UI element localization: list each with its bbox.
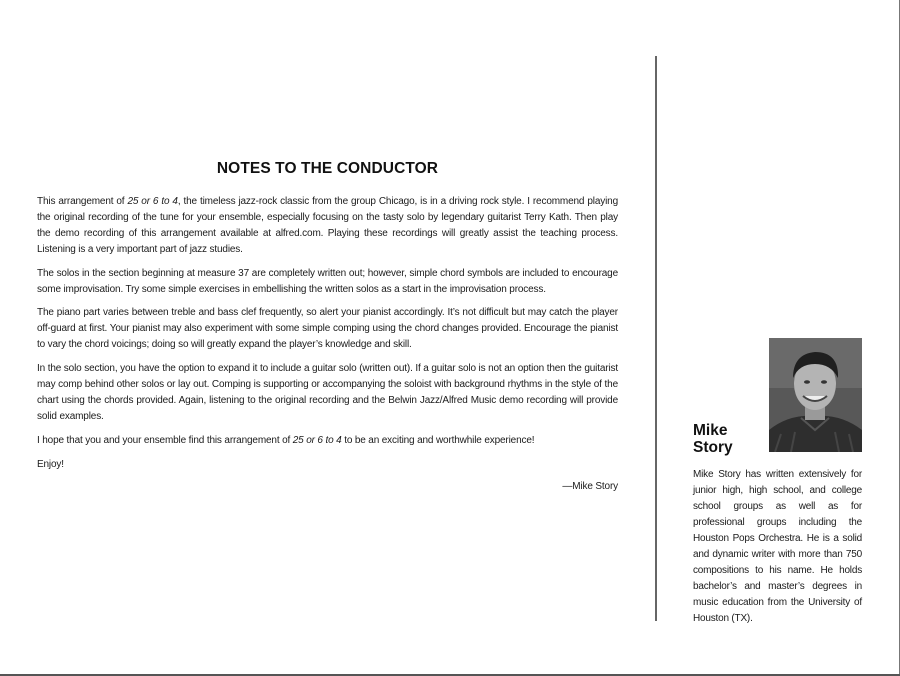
author-first-name: Mike	[693, 422, 728, 439]
notes-paragraph-enjoy: Enjoy!	[37, 458, 64, 470]
p1-text-b: , the timeless jazz-rock classic from the group Chicago, is in a driving rock style. I recommend playing the original recording of the tune for your ensemble, especially focusing on the tasty solo by legendary guitarist Terry Kath. Then play the demo recording of this arrangement available at alfred.com. Playing these recordings will greatly assist the teaching process. Listening is a very important part of jazz studies.	[37, 196, 618, 255]
notes-paragraph-4: In the solo section, you have the option to expand it to include a guitar solo (written out). If a guitar solo is not an option then the guitarist may comp behind other solos or lay out. Comping is supporting or accompanying the soloist with background rhythms in the style of the chart using the chords provided. Again, listening to the original recording and the Belwin Jazz/Alfred Music demo recording will provide solid examples.	[37, 363, 618, 422]
notes-paragraph-3: The piano part varies between treble and bass clef frequently, so alert your pianist accordingly. It’s not difficult but may catch the player off-guard at first. Your pianist may also experiment with some simple comping using the chord changes provided. Encourage the pianist to vary the chord voicings; doing so will greatly expand the player’s knowledge and skill.	[37, 307, 618, 351]
p5-text-b: to be an exciting and worthwhile experience!	[341, 434, 535, 446]
author-photo	[769, 338, 862, 452]
p1-song-title: 25 or 6 to 4	[127, 196, 178, 207]
p5-song-title: 25 or 6 to 4	[292, 434, 342, 446]
author-portrait-image	[769, 338, 862, 452]
author-bio: Mike Story has written extensively for junior high, high school, and college school groups as well as for professional groups including the Houston Pops Orchestra. He is a solid and dynamic writer with more than 750 compositions to his name. He holds bachelor’s and master’s degrees in music education from the University of Houston (TX).	[693, 469, 862, 624]
author-name	[693, 422, 768, 456]
notes-paragraph-5	[37, 433, 618, 449]
p1-text-a: This arrangement of	[37, 196, 128, 207]
notes-signature: —Mike Story	[562, 480, 618, 492]
notes-paragraph-1	[37, 194, 618, 258]
p5-text-a: I hope that you and your ensemble find this arrangement of	[37, 434, 293, 446]
notes-title: NOTES TO THE CONDUCTOR	[216, 160, 439, 177]
notes-column	[37, 160, 618, 492]
column-divider	[655, 56, 657, 621]
notes-paragraph-2: The solos in the section beginning at measure 37 are completely written out; however, simple chord symbols are included to encourage some improvisation. Try some simple exercises in embellishing the written solos as a start in the improvisation process.	[37, 267, 618, 295]
author-last-name: Story	[693, 439, 733, 456]
